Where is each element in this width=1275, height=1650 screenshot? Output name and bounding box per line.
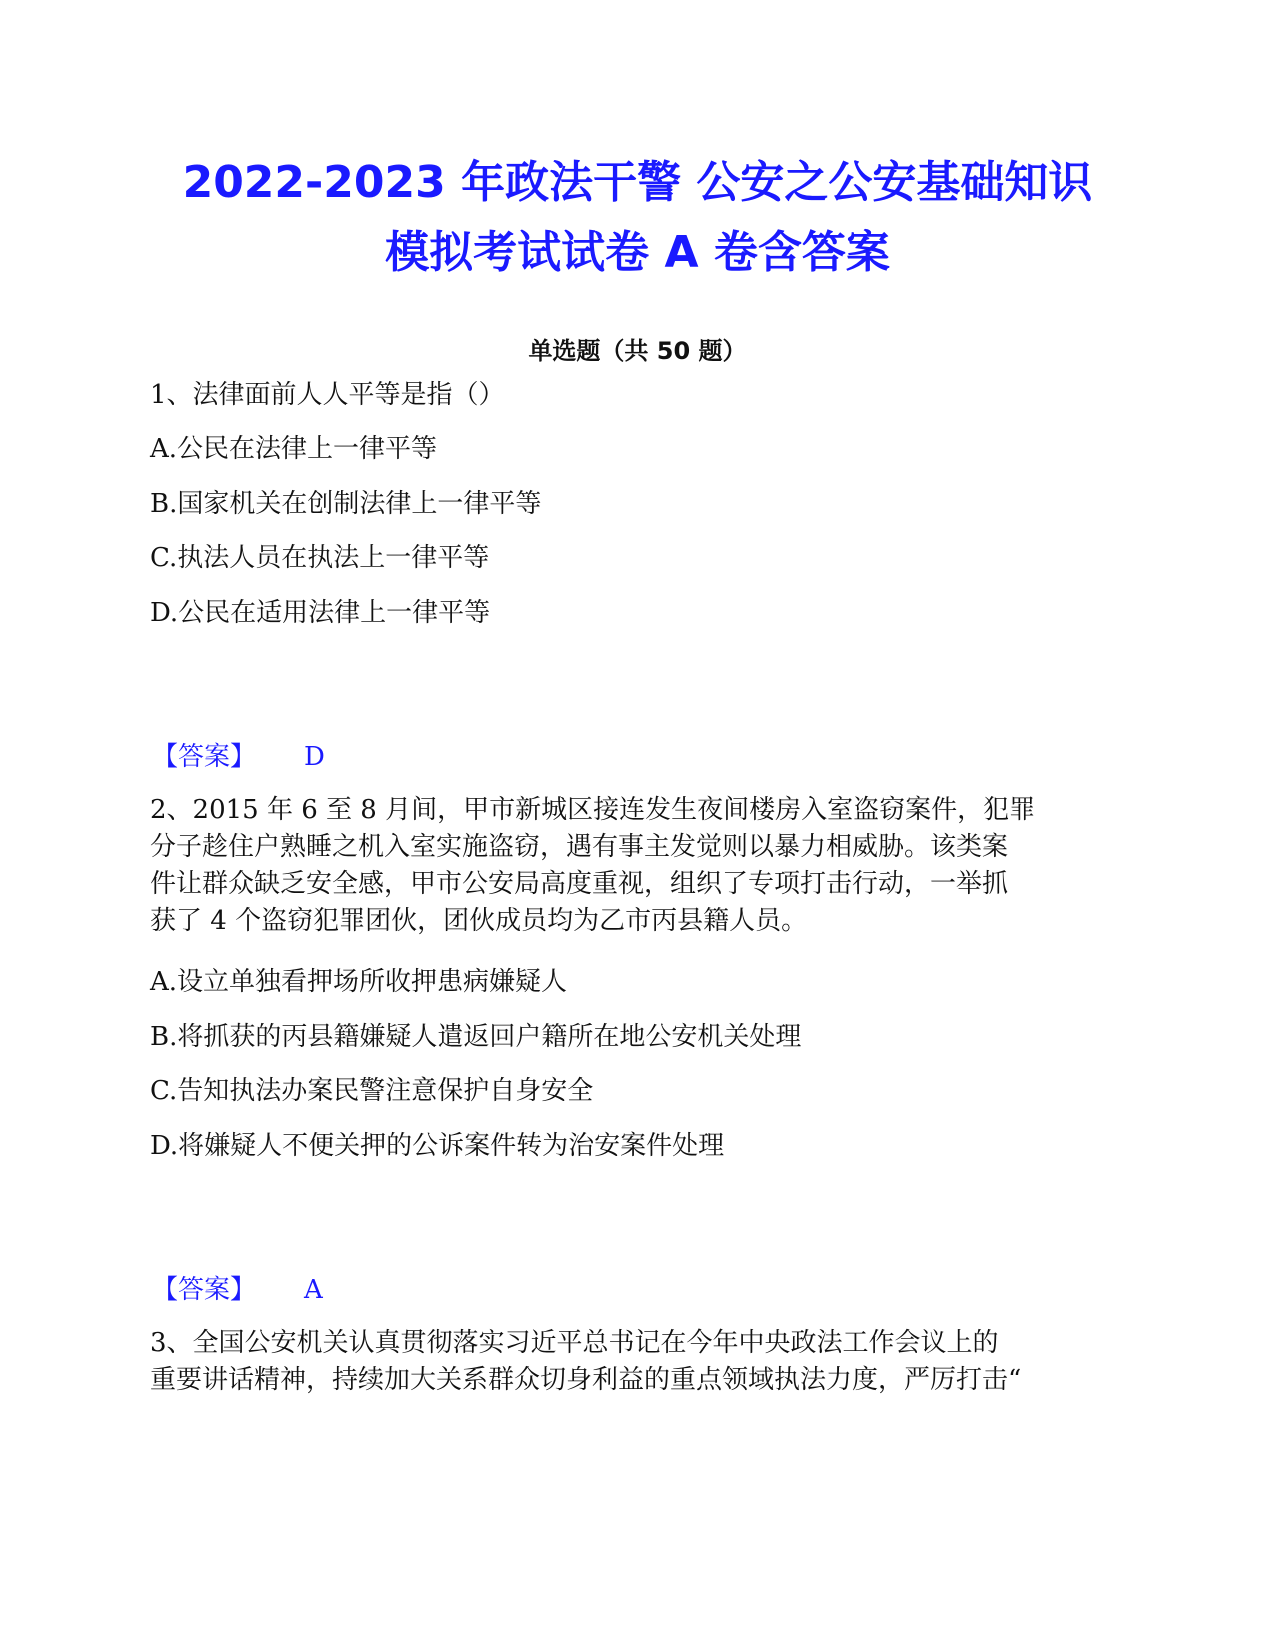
question-2-option-b: B.将抓获的丙县籍嫌疑人遣返回户籍所在地公安机关处理 <box>150 1022 802 1052</box>
question-2-stem-line: 件让群众缺乏安全感，甲市公安局高度重视，组织了专项打击行动，一举抓 <box>150 869 1009 899</box>
document-title-line-2: 模拟考试试卷 A 卷含答案 <box>385 227 890 278</box>
question-1-answer <box>152 739 325 775</box>
question-2-option-d: D.将嫌疑人不便关押的公诉案件转为治安案件处理 <box>150 1131 725 1161</box>
question-3-stem-line: 重要讲话精神，持续加大关系群众切身利益的重点领域执法力度，严厉打击“ <box>150 1365 1022 1395</box>
question-1-option-b: B.国家机关在创制法律上一律平等 <box>150 489 542 519</box>
question-2-stem <box>150 792 1125 940</box>
answer-value: D <box>304 742 325 772</box>
section-heading: 单选题（共 50 题） <box>528 337 747 365</box>
question-3-stem-line: 3、全国公安机关认真贯彻落实习近平总书记在今年中央政法工作会议上的 <box>150 1328 999 1358</box>
question-1-stem: 1、法律面前人人平等是指（） <box>150 380 505 410</box>
question-2-stem-line: 获了 4 个盗窃犯罪团伙，团伙成员均为乙市丙县籍人员。 <box>150 906 808 936</box>
answer-label: 【答案】 <box>152 1275 257 1305</box>
question-1-option-c: C.执法人员在执法上一律平等 <box>150 543 490 573</box>
answer-label: 【答案】 <box>152 742 257 772</box>
question-2-option-a: A.设立单独看押场所收押患病嫌疑人 <box>150 967 568 997</box>
question-2-option-c: C.告知执法办案民警注意保护自身安全 <box>150 1076 594 1106</box>
question-2-answer <box>152 1272 323 1308</box>
document-title-line-1: 2022-2023 年政法干警 公安之公安基础知识 <box>182 157 1093 208</box>
question-2-stem-line: 分子趁住户熟睡之机入室实施盗窃，遇有事主发觉则以暴力相威胁。该类案 <box>150 832 1009 862</box>
answer-value: A <box>304 1275 323 1305</box>
question-1-option-d: D.公民在适用法律上一律平等 <box>150 598 491 628</box>
question-2-stem-line: 2、2015 年 6 至 8 月间，甲市新城区接连发生夜间楼房入室盗窃案件，犯罪 <box>150 795 1036 825</box>
question-1-option-a: A.公民在法律上一律平等 <box>150 434 438 464</box>
question-3-stem <box>150 1325 1125 1399</box>
